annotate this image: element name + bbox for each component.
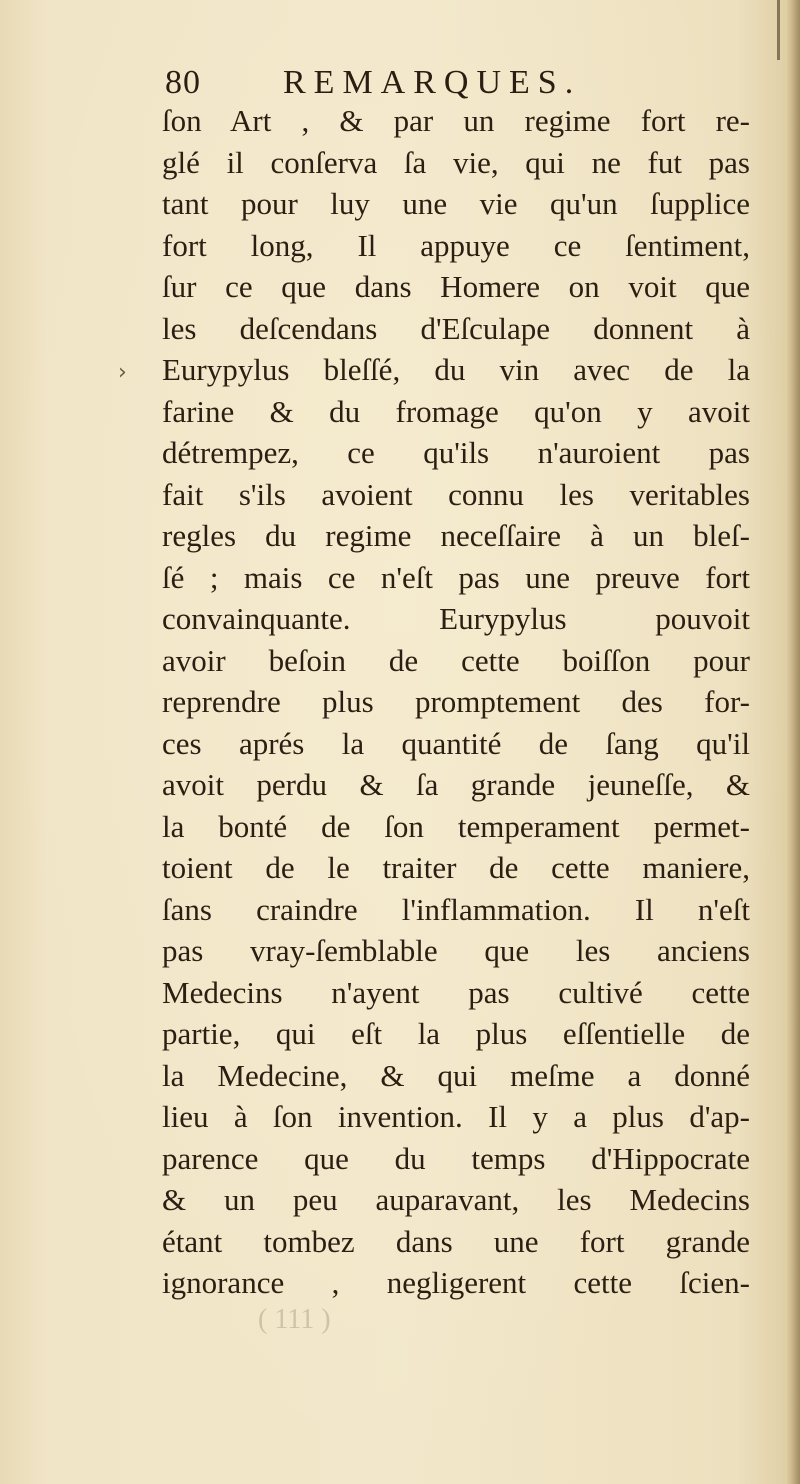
body-text [162, 100, 750, 1304]
text-line: ces aprés la quantité de ſang qu'il [162, 725, 750, 761]
text-line: & un peu auparavant, les Medecins [162, 1182, 750, 1217]
text-line: ſé ; mais ce n'eſt pas une preuve fort [162, 559, 750, 595]
text-line: détrempez, ce qu'ils n'auroient pas [162, 435, 750, 470]
text-line: les deſcendans d'Eſculape donnent à [162, 310, 750, 346]
text-line: tant pour luy une vie qu'un ſupplice [162, 186, 750, 221]
text-line: fait s'ils avoient connu les veritables [162, 476, 750, 512]
text-line: glé il conſerva ſa vie, qui ne fut pas [162, 144, 750, 180]
text-line: fort long, Il appuye ce ſentiment, [162, 227, 750, 263]
text-line: farine & du fromage qu'on y avoit [162, 393, 750, 429]
text-line: la Medecine, & qui meſme a donné [162, 1057, 750, 1093]
text-line: lieu à ſon invention. Il y a plus d'ap- [162, 1099, 750, 1134]
text-line: pas vray-ſemblable que les anciens [162, 933, 750, 968]
text-line: avoit perdu & ſa grande jeuneſſe, & [162, 767, 750, 802]
text-line: ſon Art , & par un regime fort re- [162, 103, 750, 138]
text-line: ſur ce que dans Homere on voit que [162, 269, 750, 304]
text-line: ſans craindre l'inflammation. Il n'eſt [162, 891, 750, 927]
text-line: partie, qui eſt la plus eſſentielle de [162, 1016, 750, 1051]
running-head: REMARQUES. [283, 64, 582, 101]
text-line: toient de le traiter de cette maniere, [162, 850, 750, 885]
text-line: reprendre plus promptement des for- [162, 684, 750, 719]
text-line: avoir beſoin de cette boiſſon pour [162, 642, 750, 678]
text-line: Medecins n'ayent pas cultivé cette [162, 974, 750, 1010]
margin-mark: › [118, 360, 127, 385]
text-line: convainquante. Eurypylus pouvoit [162, 601, 750, 636]
text-line: étant tombez dans une fort grande [162, 1223, 750, 1259]
text-line: Eurypylus bleſſé, du vin avec de la [162, 352, 750, 387]
page-edge-shadow [786, 0, 800, 1484]
bleed-through-text: ( 111 ) [258, 1304, 331, 1335]
text-line: parence que du temps d'Hippocrate [162, 1140, 750, 1176]
binding-mark [777, 0, 780, 60]
text-line: ignorance , negligerent cette ſcien- [162, 1265, 750, 1300]
page-number: 80 [165, 64, 201, 101]
text-line: regles du regime neceſſaire à un bleſ- [162, 518, 750, 553]
text-line: la bonté de ſon temperament permet- [162, 808, 750, 844]
